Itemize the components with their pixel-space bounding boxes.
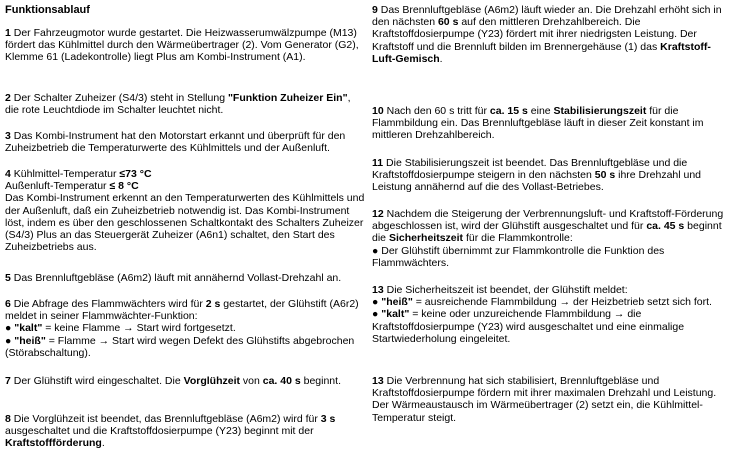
step-3: 3 Das Kombi-Instrument hat den Motorstart erkannt und überprüft für den Zuheizbetrieb die Temperaturwerte des Kühlmittels und der Außenluft. bbox=[5, 130, 346, 155]
step-9: 9 Das Brennluftgebläse (A6m2) läuft wieder an. Die Drehzahl erhöht sich in den nächsten 60 s auf den mittleren Drehzahlbereich. Die Kraftstoffdosierpumpe (Y23) fördert mit ihrer niedrigsten Leistung. Der Kraftstoff und die Brennluft bilden im Brennergehäuse (1) das Kraftstoff-Luft-Gemisch. bbox=[372, 4, 722, 65]
step-11: 11 Die Stabilisierungszeit ist beendet. Das Brennluftgebläse und die Kraftstoffdosierpumpe steigern in den nächsten 50 s ihre Drehzahl und Leistung annähernd auf die des Vollast-Betriebes. bbox=[372, 157, 702, 194]
page-title: Funktionsablauf bbox=[5, 4, 90, 16]
step-5: 5 Das Brennluftgebläse (A6m2) läuft mit annähernd Vollast-Drehzahl an. bbox=[5, 272, 342, 284]
step-4: 4 Kühlmittel-Temperatur ≤73 °C Außenluft-Temperatur ≤ 8 °C Das Kombi-Instrument erkennt an den Temperaturwerten des Kühlmittels und der Außenluft, daß ein Zuheizbetrieb notwendig ist. Das Kombi-Instrument löst, indem es über den geschlossenen Schaltkontakt des Schalters Zuheizer (S4/3) Plus an das Steuergerät Zuheizer (A6n1) schaltet, den Start des Zuheizbetriebs aus. bbox=[5, 168, 365, 254]
step-1: 1 Der Fahrzeugmotor wurde gestartet. Die Heizwasserumwälzpumpe (M13) fördert das Kühlmittel durch den Wärmeübertrager (2). Vom Generator (G2), Klemme 61 (Ladekontrolle) liegt Plus am Kombi-Instrument (A1). bbox=[5, 27, 359, 64]
step-8: 8 Die Vorglühzeit ist beendet, das Brennluftgebläse (A6m2) wird für 3 s ausgeschaltet und die Kraftstoffdosierpumpe (Y23) beginnt mit der Kraftstoffförderung. bbox=[5, 413, 336, 450]
step-2: 2 Der Schalter Zuheizer (S4/3) steht in Stellung "Funktion Zuheizer Ein", die rote Leuchtdiode im Schalter leuchtet nicht. bbox=[5, 92, 351, 117]
step-13a: 13 Die Sicherheitszeit ist beendet, der Glühstift meldet: ● "heiß" = ausreichende Flammbildung → der Heizbetrieb setzt sich fort. ● "kalt" = keine oder unzureichende Flammbildung → die Kraftstoffdosierpumpe (Y23) wird ausgeschaltet und eine einmalige Startwiederholung eingeleitet. bbox=[372, 284, 712, 345]
step-12: 12 Nachdem die Steigerung der Verbrennungsluft- und Kraftstoff-Förderung abgeschlossen ist, wird der Glühstift ausgeschaltet und für ca. 45 s beginnt die Sicherheitszeit für die Flammkontrolle: ● Der Glühstift übernimmt zur Flammkontrolle die Funktion des Flammwächters. bbox=[372, 208, 724, 269]
step-13b: 13 Die Verbrennung hat sich stabilisiert, Brennluftgebläse und Kraftstoffdosierpumpe fördern mit ihrer maximalen Drehzahl und Leistung. Der Wärmeaustausch im Wärmeübertrager (2) setzt ein, die Kühlmittel-Temperatur steigt. bbox=[372, 375, 717, 424]
step-7: 7 Der Glühstift wird eingeschaltet. Die Vorglühzeit von ca. 40 s beginnt. bbox=[5, 375, 341, 387]
step-10: 10 Nach den 60 s tritt für ca. 15 s eine Stabilisierungszeit für die Flammbildung ein. Das Brennluftgebläse läuft in dieser Zeit konstant im mittleren Drehzahlbereich. bbox=[372, 105, 704, 142]
step-6: 6 Die Abfrage des Flammwächters wird für 2 s gestartet, der Glühstift (A6r2) meldet in seiner Flammwächter-Funktion: ● "kalt" = keine Flamme → Start wird fortgesetzt. ● "heiß" = Flamme → Start wird wegen Defekt des Glühstifts abgebrochen (Störabschaltung). bbox=[5, 298, 359, 359]
